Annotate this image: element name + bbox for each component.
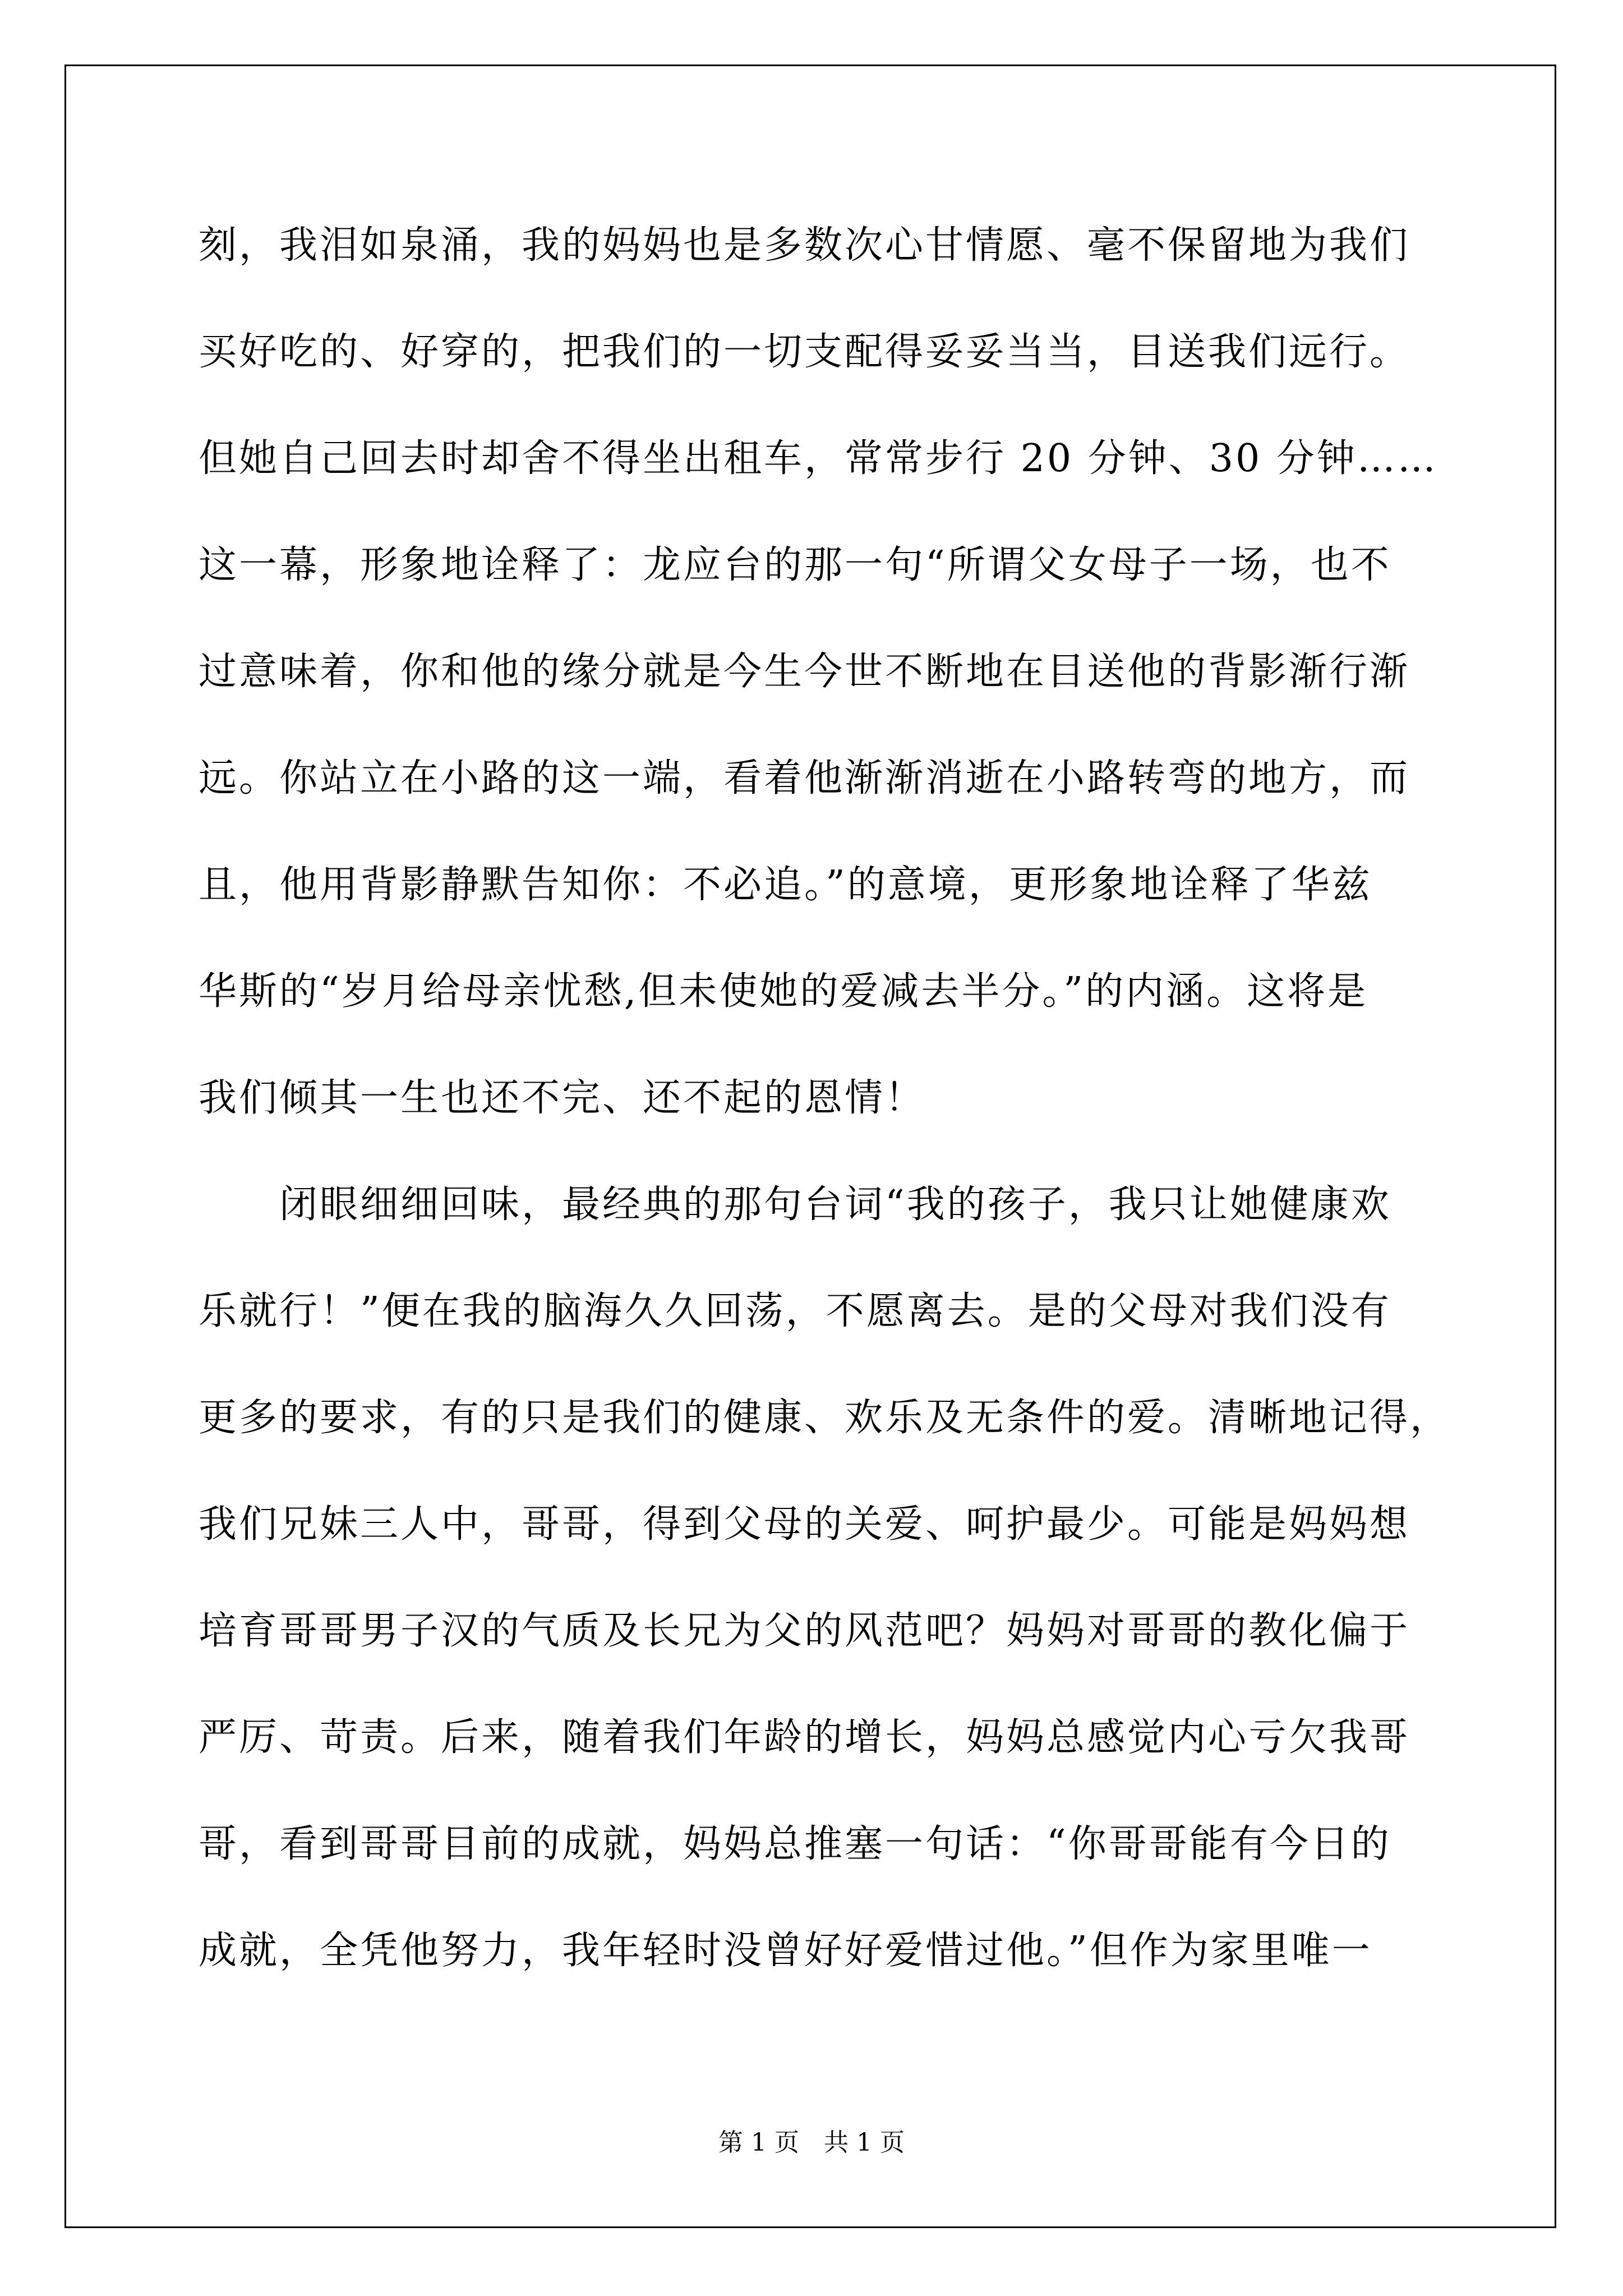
text-line: 我们兄妹三人中，哥哥，得到父母的关爱、呵护最少。可能是妈妈想 [199, 1502, 1410, 1547]
text-line: 培育哥哥男子汉的气质及长兄为父的风范吧？妈妈对哥哥的教化偏于 [199, 1609, 1410, 1653]
text-line: 我们倾其一生也还不完、还不起的恩情！ [199, 1076, 926, 1120]
text-line: 买好吃的、好穿的，把我们的一切支配得妥妥当当，目送我们远行。 [199, 330, 1410, 374]
text-line: 严厉、苛责。后来，随着我们年龄的增长，妈妈总感觉内心亏欠我哥 [199, 1715, 1410, 1760]
text-line: 过意味着，你和他的缘分就是今生今世不断地在目送他的背影渐行渐 [199, 650, 1410, 694]
text-line: 这一幕，形象地诠释了：龙应台的那一句“所谓父女母子一场，也不 [199, 543, 1391, 587]
text-line: 华斯的“岁月给母亲忧愁,但未使她的爱减去半分。”的内涵。这将是 [199, 969, 1368, 1014]
text-line: 远。你站立在小路的这一端，看着他渐渐消逝在小路转弯的地方，而 [199, 756, 1410, 800]
text-line: 哥，看到哥哥目前的成就，妈妈总推塞一句话：“你哥哥能有今日的 [199, 1822, 1391, 1866]
text-line: 闭眼细细回味，最经典的那句台词“我的孩子，我只让她健康欢 [199, 1182, 1391, 1227]
text-line: 刻，我泪如泉涌，我的妈妈也是多数次心甘情愿、毫不保留地为我们 [199, 223, 1410, 268]
text-line: 且，他用背影静默告知你：不必追。”的意境，更形象地诠释了华兹 [199, 863, 1372, 907]
text-line: 成就，全凭他努力，我年轻时没曾好好爱惜过他。”但作为家里唯一 [199, 1929, 1372, 1973]
text-line: 更多的要求，有的只是我们的健康、欢乐及无条件的爱。清晰地记得， [199, 1396, 1451, 1440]
page-footer: 第 1 页 共 1 页 [718, 2128, 905, 2157]
text-line: 乐就行！”便在我的脑海久久回荡，不愿离去。是的父母对我们没有 [199, 1289, 1391, 1333]
text-line: 但她自己回去时却舍不得坐出租车，常常步行 20 分钟、30 分钟…… [199, 436, 1438, 481]
document-body [199, 212, 1455, 2024]
